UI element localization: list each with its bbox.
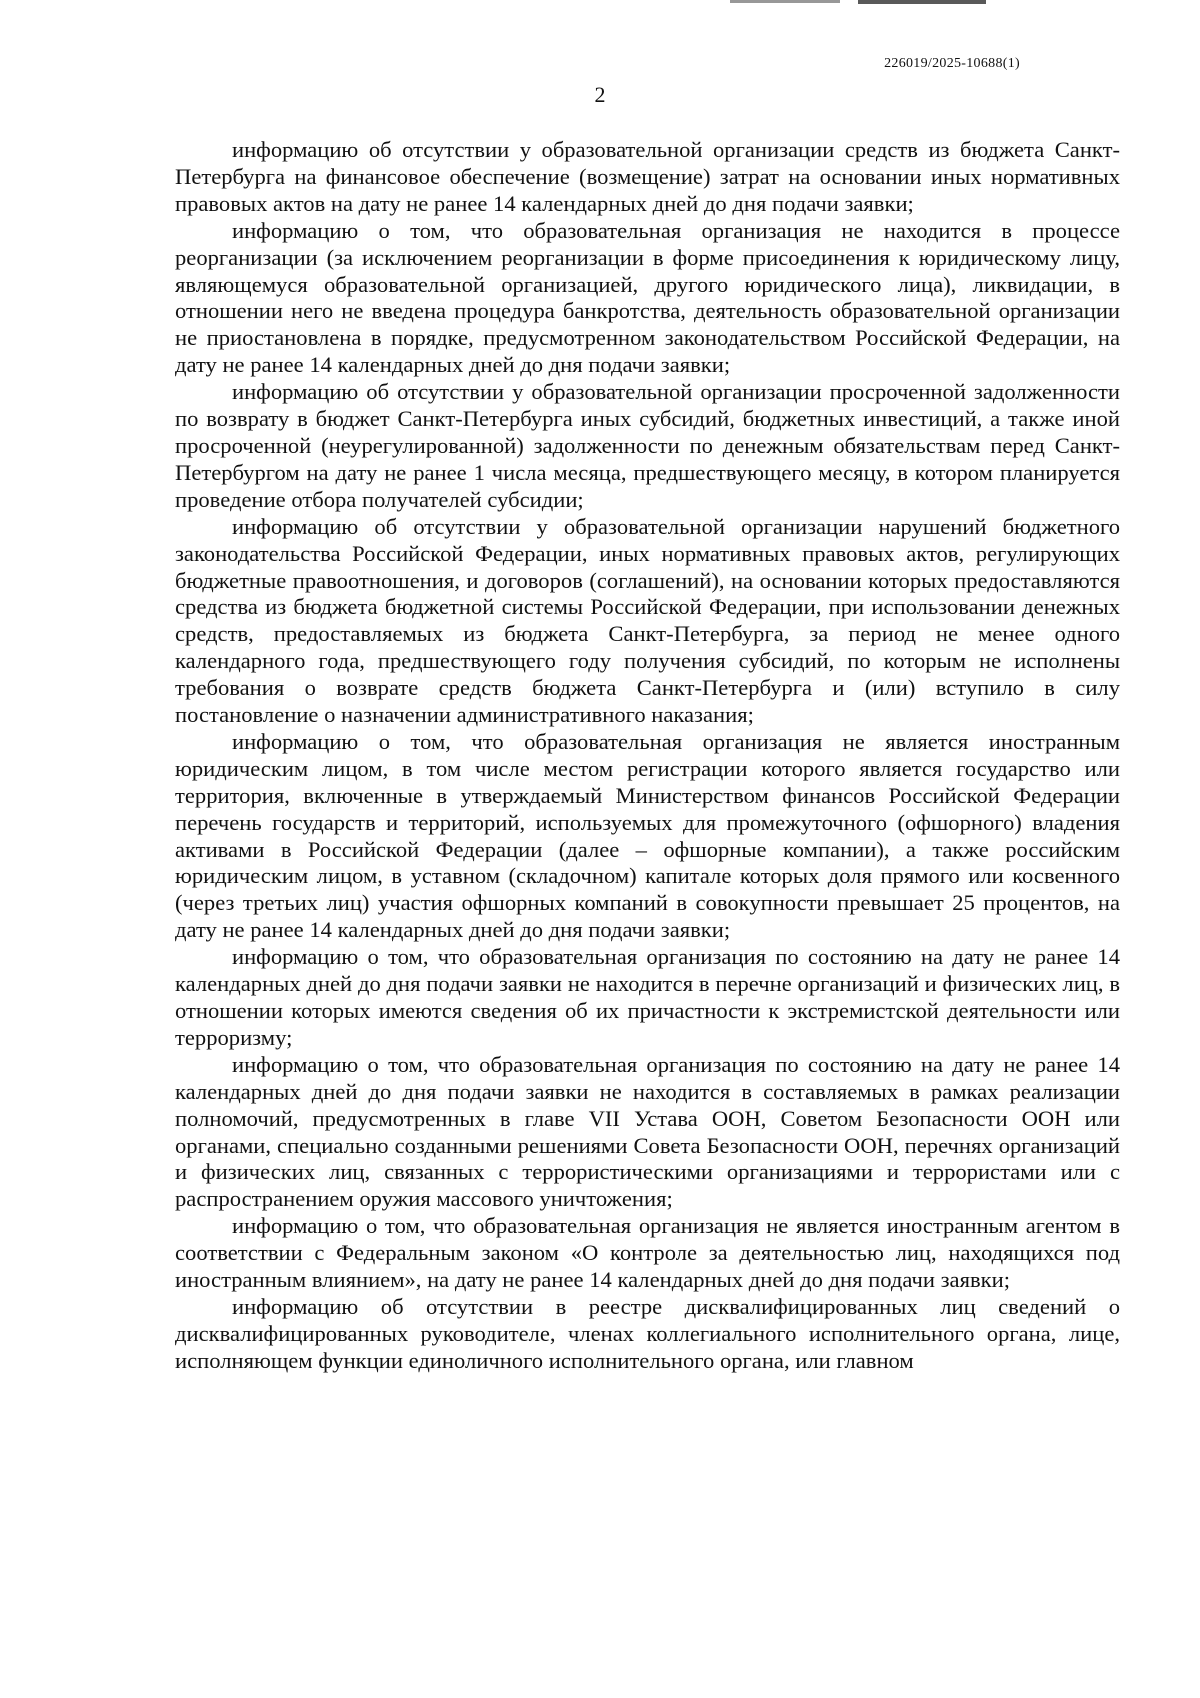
- document-registration-number: 226019/2025-10688(1): [884, 56, 1020, 71]
- paragraph: информацию об отсутствии у образовательной организации просроченной задолженности по возврату в бюджет Санкт-Петербурга иных субсидий, бюджетных инвестиций, а также иной просроченной (неурегулированной) задолженности по денежным обязательствам перед Санкт-Петербургом на дату не ранее 1 числа месяца, предшествующего месяцу, в котором планируется проведение отбора получателей субсидии;: [175, 379, 1120, 512]
- paragraph: информацию о том, что образовательная организация не является иностранным агентом в соответствии с Федеральным законом «О контроле за деятельностью лиц, находящихся под иностранным влиянием», на дату не ранее 14 календарных дней до дня подачи заявки;: [175, 1213, 1120, 1293]
- scan-artifact-marks: [730, 0, 990, 8]
- paragraph: информацию об отсутствии у образовательной организации нарушений бюджетного законодательства Российской Федерации, иных нормативных правовых актов, регулирующих бюджетные правоотношения, и договоров (соглашений), на основании которых предоставляются средства из бюджета бюджетной системы Российской Федерации, при использовании денежных средств, предоставляемых из бюджета Санкт-Петербурга, за период не менее одного календарного года, предшествующего году получения субсидий, по которым не исполнены требования о возврате средств бюджета Санкт-Петербурга и (или) вступило в силу постановление о назначении административного наказания;: [175, 513, 1120, 728]
- paragraph: информацию об отсутствии в реестре дисквалифицированных лиц сведений о дисквалифицированных руководителе, членах коллегиального исполнительного органа, лице, исполняющем функции единоличного исполнительного органа, или главном: [175, 1293, 1120, 1373]
- document-body: [175, 137, 1120, 1375]
- page-number: 2: [594, 82, 606, 107]
- paragraph: информацию об отсутствии у образовательной организации средств из бюджета Санкт-Петербурга на финансовое обеспечение (возмещение) затрат на основании иных нормативных правовых актов на дату не ранее 14 календарных дней до дня подачи заявки;: [175, 137, 1120, 216]
- scan-mark: [730, 0, 840, 3]
- scan-mark: [858, 0, 986, 4]
- paragraph: информацию о том, что образовательная организация по состоянию на дату не ранее 14 календарных дней до дня подачи заявки не находится в составляемых в рамках реализации полномочий, предусмотренных в главе VII Устава ООН, Советом Безопасности ООН или органами, специально созданными решениями Совета Безопасности ООН, перечнях организаций и физических лиц, связанных с террористическими организациями и террористами или с распространением оружия массового уничтожения;: [175, 1051, 1120, 1212]
- paragraph: информацию о том, что образовательная организация по состоянию на дату не ранее 14 календарных дней до дня подачи заявки не находится в перечне организаций и физических лиц, в отношении которых имеются сведения об их причастности к экстремистской деятельности или терроризму;: [175, 944, 1120, 1050]
- paragraph: информацию о том, что образовательная организация не является иностранным юридическим лицом, в том числе местом регистрации которого является государство или территория, включенные в утверждаемый Министерством финансов Российской Федерации перечень государств и территорий, используемых для промежуточного (офшорного) владения активами в Российской Федерации (далее – офшорные компании), а также российским юридическим лицом, в уставном (складочном) капитале которых доля прямого или косвенного (через третьих лиц) участия офшорных компаний в совокупности превышает 25 процентов, на дату не ранее 14 календарных дней до дня подачи заявки;: [175, 728, 1120, 943]
- paragraph: информацию о том, что образовательная организация не находится в процессе реорганизации (за исключением реорганизации в форме присоединения к юридическому лицу, являющемуся образовательной организацией, другого юридического лица), ликвидации, в отношении него не введена процедура банкротства, деятельность образовательной организации не приостановлена в порядке, предусмотренном законодательством Российской Федерации, на дату не ранее 14 календарных дней до дня подачи заявки;: [175, 217, 1120, 378]
